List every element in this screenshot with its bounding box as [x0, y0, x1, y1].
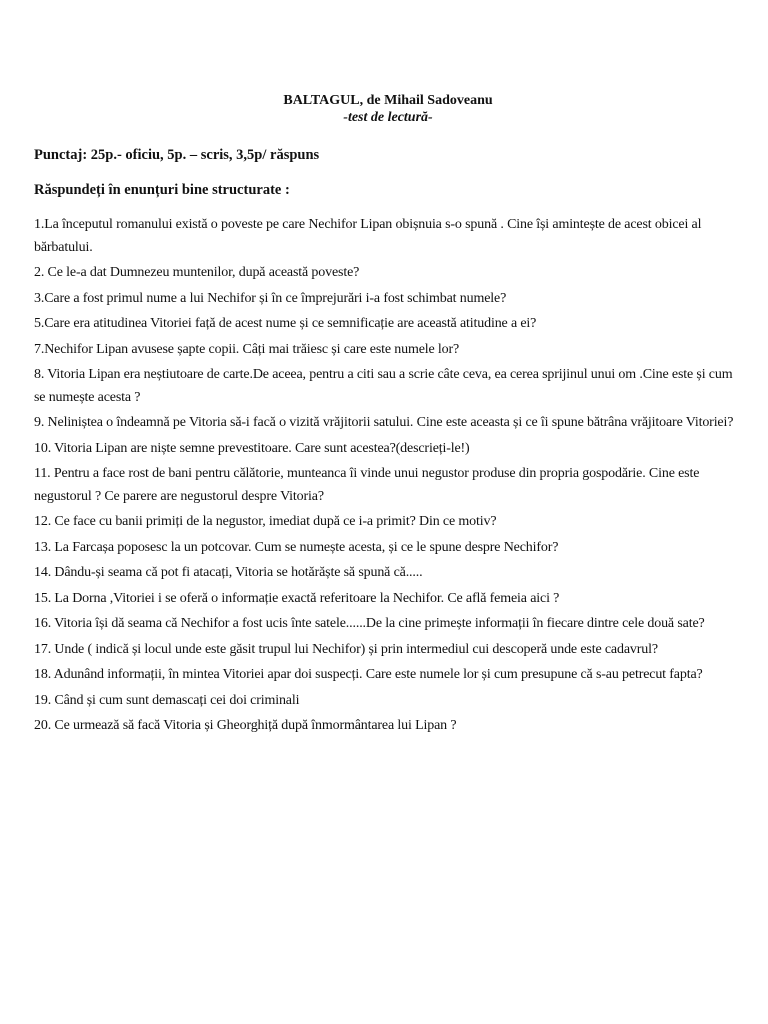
question-item: 14. Dându-și seama că pot fi atacați, Vitoria se hotărăște să spună că.....	[34, 565, 423, 580]
instruction-line: Răspundeți în enunțuri bine structurate :	[34, 182, 290, 198]
question-item: 3.Care a fost primul nume a lui Nechifor și în ce împrejurări i-a fost schimbat numele?	[34, 290, 507, 306]
question-item: 9. Neliniștea o îndeamnă pe Vitoria să-i facă o vizită vrăjitorii satului. Cine este aceasta și ce îi spune bătrâna vrăjitoare Vitoriei?	[34, 415, 734, 430]
question-item: 10. Vitoria Lipan are niște semne prevestitoare. Care sunt acestea?(descrieți-le!)	[34, 440, 470, 456]
question-item: 7.Nechifor Lipan avusese șapte copii. Câți mai trăiesc și care este numele lor?	[34, 341, 460, 357]
question-item: 11. Pentru a face rost de bani pentru călătorie, munteanca îi vinde unui negustor produse din propria gospodărie. Cine este negustorul ? Ce parere are negustorul despre Vitoria?	[34, 466, 700, 504]
question-item: 19. Când și cum sunt demascați cei doi criminali	[34, 692, 300, 708]
question-item: 17. Unde ( indică și locul unde este găsit trupul lui Nechifor) și prin intermediul cui descoperă unde este cadavrul?	[34, 641, 658, 657]
question-item: 2. Ce le-a dat Dumnezeu muntenilor, după această poveste?	[34, 265, 360, 280]
question-item: 16. Vitoria își dă seama că Nechifor a fost ucis înte satele......De la cine primește informații în fiecare dintre cele două sate?	[34, 616, 705, 631]
question-item: 20. Ce urmează să facă Vitoria și Gheorghiță după înmormântarea lui Lipan ?	[34, 718, 457, 733]
question-item: 13. La Farcașa poposesc la un potcovar. Cum se numește acesta, și ce le spune despre Nechifor?	[34, 539, 559, 555]
question-list	[34, 214, 746, 741]
question-item: 5.Care era atitudinea Vitoriei față de acest nume și ce semnificație are această atitudine a ei?	[34, 316, 537, 331]
question-item: 12. Ce face cu banii primiți de la negustor, imediat după ce i-a primit? Din ce motiv?	[34, 514, 497, 529]
question-item: 1.La începutul romanului există o poveste pe care Nechifor Lipan obișnuia s-o spună . Cine își amintește de acest obicei al bărbatului.	[34, 217, 702, 255]
document-title: BALTAGUL, de Mihail Sadoveanu	[283, 93, 493, 108]
question-item: 15. La Dorna ,Vitoriei i se oferă o informație exactă referitoare la Nechifor. Ce află femeia aici ?	[34, 590, 560, 606]
score-line: Punctaj: 25p.- oficiu, 5p. – scris, 3,5p/ răspuns	[34, 147, 320, 163]
question-item: 18. Adunând informații, în mintea Vitoriei apar doi suspecți. Care este numele lor și cum presupune că s-au petrecut fapta?	[34, 667, 703, 682]
document-subtitle: -test de lectură-	[343, 110, 433, 125]
question-item: 8. Vitoria Lipan era neștiutoare de carte.De aceea, pentru a citi sau a scrie câte ceva, ea cerea sprijinul unui om .Cine este și cum se numește acesta ?	[34, 367, 733, 405]
